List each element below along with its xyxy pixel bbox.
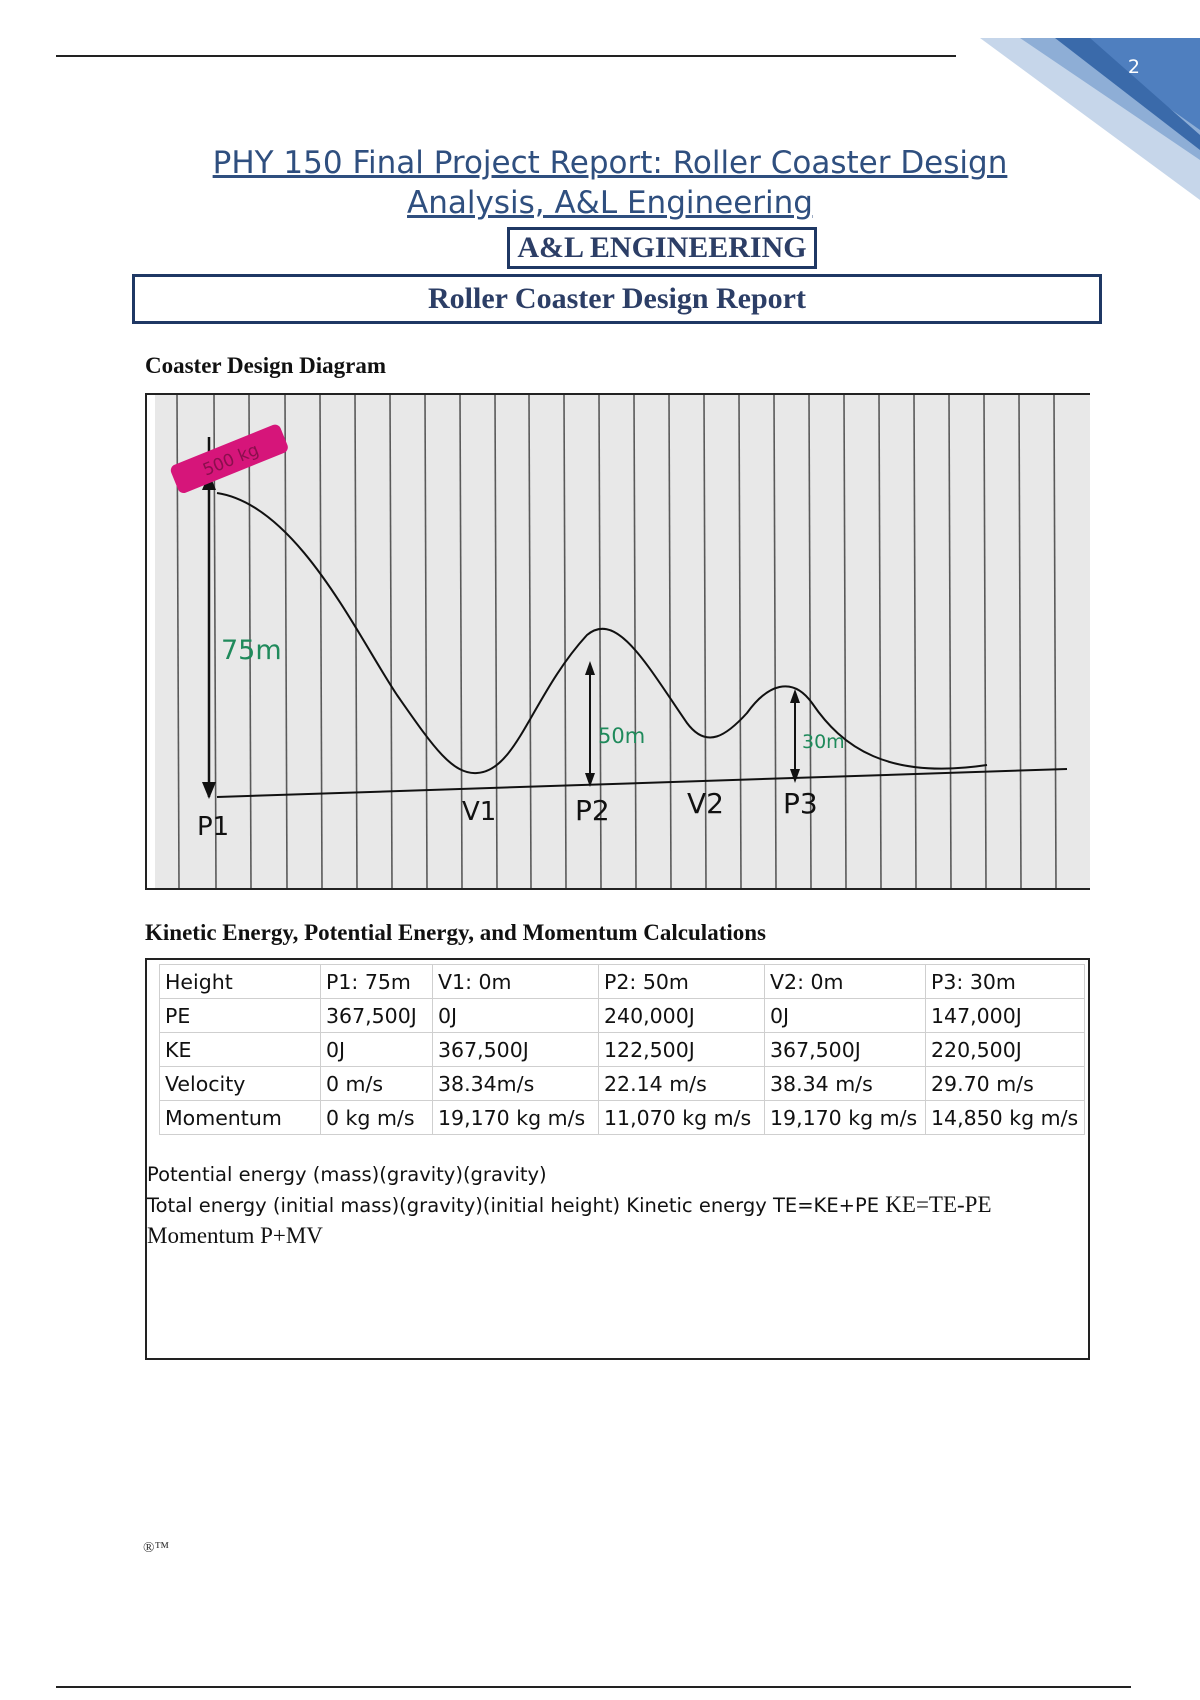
table-cell: Velocity: [160, 1067, 321, 1101]
table-row: [160, 1067, 1085, 1101]
table-cell: 38.34 m/s: [765, 1067, 926, 1101]
table-cell: 29.70 m/s: [926, 1067, 1085, 1101]
table-cell: 0J: [433, 999, 599, 1033]
table-cell: 19,170 kg m/s: [433, 1101, 599, 1135]
table-row: [160, 1033, 1085, 1067]
table-cell: 22.14 m/s: [599, 1067, 765, 1101]
table-cell: 0J: [321, 1033, 433, 1067]
calculations-box: [145, 958, 1090, 1360]
table-cell: P2: 50m: [599, 965, 765, 999]
table-cell: 122,500J: [599, 1033, 765, 1067]
table-cell: P1: 75m: [321, 965, 433, 999]
header-rule: [56, 55, 956, 57]
table-cell: 11,070 kg m/s: [599, 1101, 765, 1135]
height-label-p1: 75m: [221, 635, 282, 666]
table-cell: 19,170 kg m/s: [765, 1101, 926, 1135]
table-cell: V1: 0m: [433, 965, 599, 999]
table-row: [160, 1101, 1085, 1135]
trademark-symbols: ®™: [143, 1540, 170, 1556]
company-name: A&L ENGINEERING: [517, 231, 807, 264]
table-cell: 220,500J: [926, 1033, 1085, 1067]
point-label-v1: V1: [462, 797, 497, 827]
calculations-table: [159, 964, 1085, 1135]
point-label-p1: P1: [197, 812, 230, 842]
table-cell: V2: 0m: [765, 965, 926, 999]
footer-rule: [56, 1686, 1131, 1688]
table-row: [160, 965, 1085, 999]
formula-notes: [147, 1160, 1067, 1251]
height-label-p3: 30m: [802, 731, 845, 753]
table-cell: Height: [160, 965, 321, 999]
diagram-heading: Coaster Design Diagram: [145, 353, 387, 378]
table-cell: 240,000J: [599, 999, 765, 1033]
calculations-heading: Kinetic Energy, Potential Energy, and Momentum Calculations: [145, 920, 766, 945]
table-cell: Momentum: [160, 1101, 321, 1135]
report-heading-box: [132, 274, 1102, 324]
formula-text: KE=TE-PE: [885, 1192, 992, 1217]
table-cell: 367,500J: [765, 1033, 926, 1067]
table-cell: 367,500J: [321, 999, 433, 1033]
table-cell: 147,000J: [926, 999, 1085, 1033]
page-number: 2: [1127, 56, 1140, 78]
formula-line: Momentum P+MV: [147, 1223, 323, 1248]
table-cell: 14,850 kg m/s: [926, 1101, 1085, 1135]
height-label-p2: 50m: [598, 724, 646, 748]
table-cell: 38.34m/s: [433, 1067, 599, 1101]
report-heading: Roller Coaster Design Report: [428, 282, 806, 315]
point-label-v2: V2: [687, 787, 724, 820]
table-cell: PE: [160, 999, 321, 1033]
point-label-p2: P2: [575, 794, 610, 827]
table-cell: P3: 30m: [926, 965, 1085, 999]
formula-line: Potential energy (mass)(gravity)(gravity): [147, 1163, 547, 1186]
formula-line: [147, 1190, 1067, 1221]
table-cell: 0J: [765, 999, 926, 1033]
table-cell: 0 m/s: [321, 1067, 433, 1101]
table-cell: KE: [160, 1033, 321, 1067]
formula-text: Total energy (initial mass)(gravity)(initial height) Kinetic energy TE=KE+PE: [147, 1194, 880, 1217]
coaster-diagram-photo: [147, 395, 1090, 888]
mass-label: 500 kg: [200, 440, 262, 481]
point-label-p3: P3: [783, 787, 818, 820]
company-name-box: [507, 227, 817, 269]
table-cell: 367,500J: [433, 1033, 599, 1067]
coaster-diagram: [145, 393, 1090, 890]
table-row: [160, 999, 1085, 1033]
table-cell: 0 kg m/s: [321, 1101, 433, 1135]
document-title[interactable]: PHY 150 Final Project Report: Roller Coaster Design Analysis, A&L Engineering: [212, 145, 1008, 221]
